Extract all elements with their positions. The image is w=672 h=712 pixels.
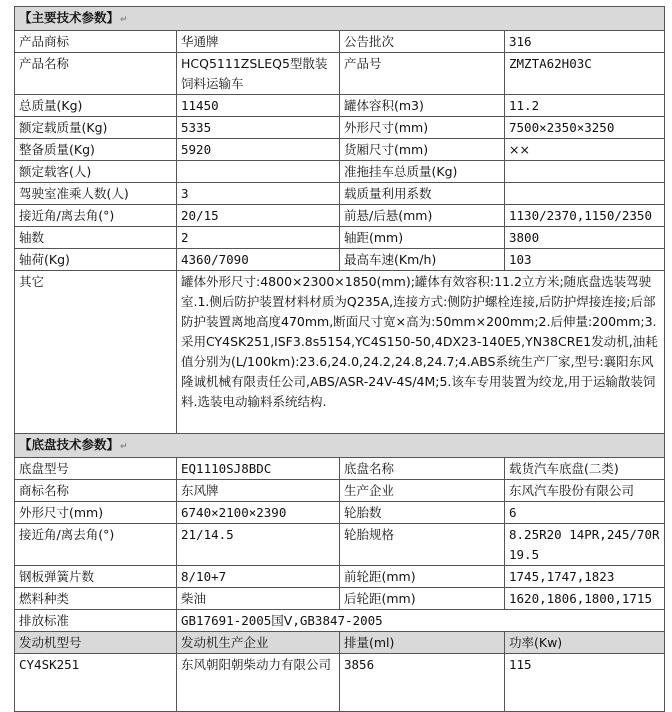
cell-value bbox=[505, 183, 665, 205]
emission-label: 排放标准 bbox=[15, 610, 177, 632]
cell-value: 东风牌 bbox=[177, 480, 340, 502]
cell-value: 8/10+7 bbox=[177, 566, 340, 588]
cell-label: 整备质量(Kg) bbox=[15, 139, 177, 161]
section-title-chassis: 【底盘技术参数】↵ bbox=[15, 434, 665, 458]
cell-value: 103 bbox=[505, 249, 665, 271]
cell-label: 燃料种类 bbox=[15, 588, 177, 610]
cell-label: 商标名称 bbox=[15, 480, 177, 502]
cell-label: 底盘名称 bbox=[340, 458, 505, 480]
cell-value: 11450 bbox=[177, 95, 340, 117]
cell-label: 公告批次 bbox=[340, 31, 505, 53]
engine-displacement: 3856 bbox=[340, 654, 505, 712]
cell-value: 7500×2350×3250 bbox=[505, 117, 665, 139]
cell-label: 轴数 bbox=[15, 227, 177, 249]
cell-value: 5920 bbox=[177, 139, 340, 161]
cell-value: 3800 bbox=[505, 227, 665, 249]
cell-label: 产品名称 bbox=[15, 53, 177, 95]
cell-value: ZMZTA62H03C bbox=[505, 53, 665, 95]
cell-value: 21/14.5 bbox=[177, 524, 340, 566]
cell-value: 11.2 bbox=[505, 95, 665, 117]
cell-label: 接近角/离去角(°) bbox=[15, 205, 177, 227]
cell-label: 额定载客(人) bbox=[15, 161, 177, 183]
cell-value: 5335 bbox=[177, 117, 340, 139]
cell-label: 货厢尺寸(mm) bbox=[340, 139, 505, 161]
cell-label: 轴荷(Kg) bbox=[15, 249, 177, 271]
cell-label: 前轮距(mm) bbox=[340, 566, 505, 588]
engine-header-maker: 发动机生产企业 bbox=[177, 632, 340, 654]
spec-table bbox=[14, 6, 665, 712]
cell-label: 驾驶室准乘人数(人) bbox=[15, 183, 177, 205]
cell-value: EQ1110SJ8BDC bbox=[177, 458, 340, 480]
cell-value: ×× bbox=[505, 139, 665, 161]
cell-label: 载质量利用系数 bbox=[340, 183, 505, 205]
cell-label: 轮胎规格 bbox=[340, 524, 505, 566]
cell-value: 1620,1806,1800,1715 bbox=[505, 588, 665, 610]
cell-value: 载货汽车底盘(二类) bbox=[505, 458, 665, 480]
cell-label: 产品号 bbox=[340, 53, 505, 95]
cell-label: 接近角/离去角(°) bbox=[15, 524, 177, 566]
cell-value: 4360/7090 bbox=[177, 249, 340, 271]
cell-value bbox=[505, 161, 665, 183]
other-label: 其它 bbox=[15, 271, 177, 434]
engine-model: CY4SK251 bbox=[15, 654, 177, 712]
cell-value: 316 bbox=[505, 31, 665, 53]
cell-label: 最高车速(Km/h) bbox=[340, 249, 505, 271]
cell-value: 1745,1747,1823 bbox=[505, 566, 665, 588]
cell-label: 底盘型号 bbox=[15, 458, 177, 480]
cell-value: 6 bbox=[505, 502, 665, 524]
cell-value: 华通牌 bbox=[177, 31, 340, 53]
engine-header-power: 功率(Kw) bbox=[505, 632, 665, 654]
engine-maker: 东风朝阳朝柴动力有限公司 bbox=[177, 654, 340, 712]
section-title-main: 【主要技术参数】↵ bbox=[15, 7, 665, 31]
cell-label: 产品商标 bbox=[15, 31, 177, 53]
cell-label: 总质量(Kg) bbox=[15, 95, 177, 117]
cell-value: 2 bbox=[177, 227, 340, 249]
cell-value: HCQ5111ZSLEQ5型散装饲料运输车 bbox=[177, 53, 340, 95]
engine-header-model: 发动机型号 bbox=[15, 632, 177, 654]
cell-label: 外形尺寸(mm) bbox=[340, 117, 505, 139]
cell-label: 生产企业 bbox=[340, 480, 505, 502]
cell-value: 1130/2370,1150/2350 bbox=[505, 205, 665, 227]
cell-value: 20/15 bbox=[177, 205, 340, 227]
emission-value: GB17691-2005国Ⅴ,GB3847-2005 bbox=[177, 610, 665, 632]
cell-label: 轴距(mm) bbox=[340, 227, 505, 249]
cell-label: 后轮距(mm) bbox=[340, 588, 505, 610]
other-description: 罐体外形尺寸:4800×2300×1850(mm);罐体有效容积:11.2立方米;随底盘选装驾驶室.1.侧后防护装置材料材质为Q235A,连接方式:侧防护螺栓连接,后防护焊接连接;后部防护装置离地高度470mm,断面尺寸宽×高为:50mm×200mm;2.后伸量:200mm;3.采用CY4SK251,ISF3.8s5154,YC4S150-50,4DX23-140E5,YN38CRE1发动机,油耗值分别为(L/100km):23.6,24.0,24.2,24.8,24.7;4.ABS系统生产厂家,型号:襄阳东风隆诚机械有限责任公司,ABS/ASR-24V-4S/4M;5.该车专用装置为绞龙,用于运输散装饲料.选装电动输料系统结构. bbox=[177, 271, 665, 434]
cell-label: 外形尺寸(mm) bbox=[15, 502, 177, 524]
cell-value: 8.25R20 14PR,245/70R19.5 bbox=[505, 524, 665, 566]
engine-power: 115 bbox=[505, 654, 665, 712]
cell-value: 3 bbox=[177, 183, 340, 205]
cell-label: 钢板弹簧片数 bbox=[15, 566, 177, 588]
engine-header-displacement: 排量(ml) bbox=[340, 632, 505, 654]
cell-value: 6740×2100×2390 bbox=[177, 502, 340, 524]
cell-label: 轮胎数 bbox=[340, 502, 505, 524]
cell-label: 罐体容积(m3) bbox=[340, 95, 505, 117]
cell-value bbox=[177, 161, 340, 183]
cell-value: 东风汽车股份有限公司 bbox=[505, 480, 665, 502]
cell-label: 准拖挂车总质量(Kg) bbox=[340, 161, 505, 183]
cell-value: 柴油 bbox=[177, 588, 340, 610]
cell-label: 前悬/后悬(mm) bbox=[340, 205, 505, 227]
cell-label: 额定载质量(Kg) bbox=[15, 117, 177, 139]
